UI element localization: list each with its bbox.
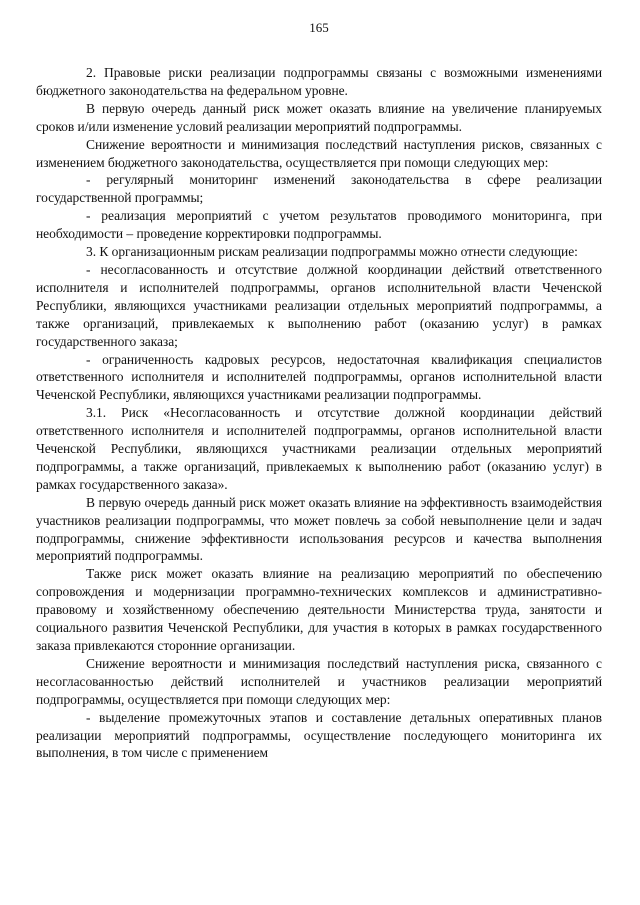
list-item: - регулярный мониторинг изменений законодательства в сфере реализации государственной программы; bbox=[36, 172, 602, 206]
paragraph: В первую очередь данный риск может оказать влияние на увеличение планируемых сроков и/или изменение условий реализации мероприятий подпрограммы. bbox=[36, 100, 602, 134]
paragraph: 2. Правовые риски реализации подпрограммы связаны с возможными изменениями бюджетного законодательства на федеральном уровне. bbox=[36, 65, 602, 98]
paragraph: Также риск может оказать влияние на реализацию мероприятий по обеспечению сопровождения и модернизации программно-технических комплексов и административно-правовому и хозяйственному обеспечению деятельности Министерства труда, занятости и социального развития Чеченской Республики, для участия в которых в рамках государственного заказа привлекаются сторонние организации. bbox=[36, 566, 602, 653]
list-item: - реализация мероприятий с учетом результатов проводимого мониторинга, при необходимости – проведение корректировки подпрограммы. bbox=[36, 208, 602, 242]
document-body bbox=[36, 64, 602, 762]
page-number: 165 bbox=[309, 20, 329, 35]
list-item: - ограниченность кадровых ресурсов, недостаточная квалификация специалистов ответственного исполнителя и исполнителей подпрограммы, органов исполнительной власти Чеченской Республики, являющихся участниками реализации подпрограммы. bbox=[36, 351, 602, 403]
list-item: - выделение промежуточных этапов и составление детальных оперативных планов реализации мероприятий подпрограммы, осуществление последующего мониторинга их выполнения, в том числе с применением bbox=[36, 709, 602, 761]
paragraph: Снижение вероятности и минимизация последствий наступления риска, связанного с несогласованностью действий исполнителей и участников реализации мероприятий подпрограммы, осуществляется при помощи следующих мер: bbox=[36, 655, 602, 707]
paragraph: 3. К организационным рискам реализации подпрограммы можно отнести следующие: bbox=[86, 244, 578, 260]
list-item: - несогласованность и отсутствие должной координации действий ответственного исполнителя и исполнителей подпрограммы, органов исполнительной власти Чеченской Республики, являющихся участниками реализации отдельных мероприятий подпрограммы, а также организаций, привлекаемых к выполнению работ (оказанию услуг) в рамках государственного заказа; bbox=[36, 261, 602, 349]
paragraph: Снижение вероятности и минимизация последствий наступления рисков, связанных с изменением бюджетного законодательства, осуществляется при помощи следующих мер: bbox=[36, 136, 602, 170]
paragraph: 3.1. Риск «Несогласованность и отсутствие должной координации действий ответственного исполнителя и исполнителей подпрограммы, органов исполнительной власти Чеченской Республики, являющихся участниками реализации отдельных мероприятий подпрограммы, а также организаций, привлекаемых к выполнению работ (оказанию услуг) в рамках государственного заказа». bbox=[36, 405, 602, 492]
paragraph: В первую очередь данный риск может оказать влияние на эффективность взаимодействия участников реализации подпрограммы, что может повлечь за собой невыполнение цели и задач подпрограммы, снижение эффективности использования ресурсов и качества выполнения мероприятий подпрограммы. bbox=[36, 494, 602, 564]
